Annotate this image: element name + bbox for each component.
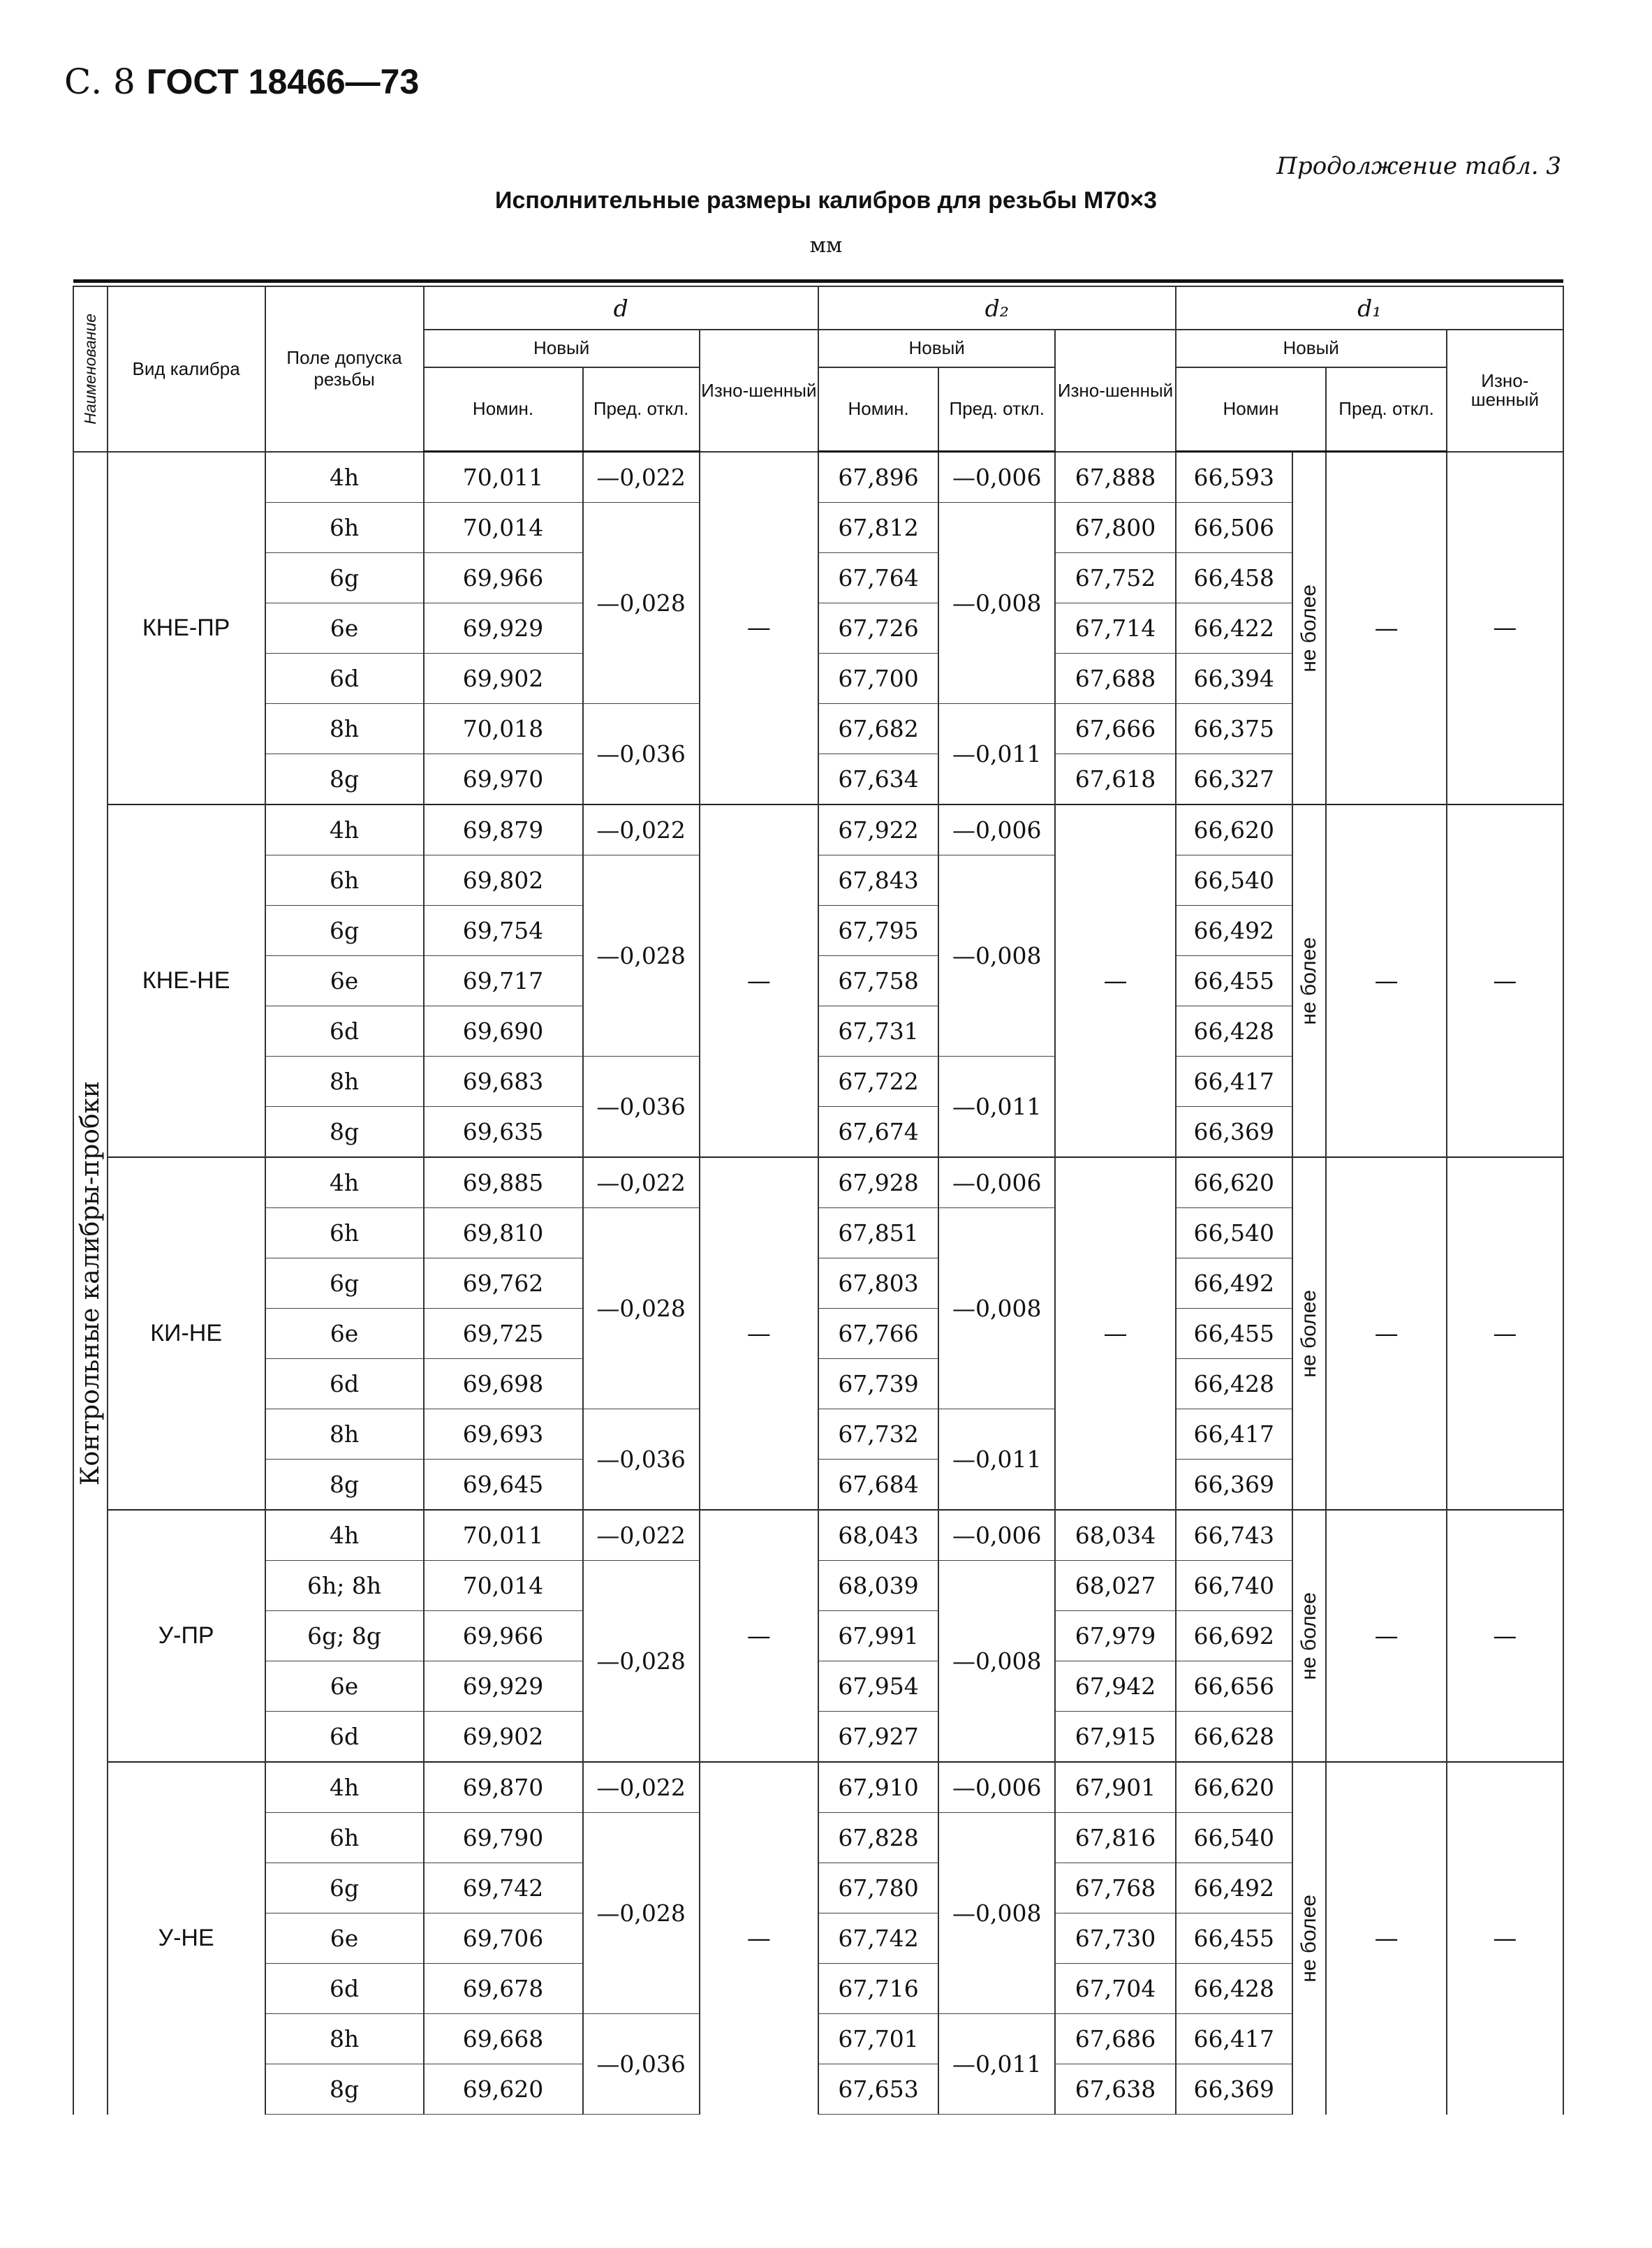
not-more-label: не более: [1297, 1894, 1321, 1983]
d-nominal-value: 69,678: [424, 1964, 583, 2014]
table-row: [73, 805, 1563, 855]
d2-deviation-value: —0,011: [938, 1409, 1055, 1511]
d1-nominal-value: 66,743: [1176, 1510, 1292, 1561]
d1-nominal-value: 66,540: [1176, 1813, 1292, 1863]
d1-worn-value: —: [1447, 1510, 1563, 1762]
d-deviation-value: —0,028: [583, 503, 700, 704]
d-nominal-value: 69,668: [424, 2014, 583, 2064]
d-new-header: Новый: [424, 330, 700, 367]
d-deviation-value: —0,022: [583, 805, 700, 855]
tolerance-field: 6h: [265, 1208, 424, 1258]
d-deviation-value: —0,028: [583, 855, 700, 1057]
d2-nominal-value: 67,922: [818, 805, 938, 855]
d2-worn-value: 67,618: [1055, 754, 1175, 805]
d-nominal-value: 69,645: [424, 1460, 583, 1511]
d2-nominal-value: 67,851: [818, 1208, 938, 1258]
tolerance-field: 6h: [265, 503, 424, 553]
tolerance-field: 6d: [265, 1712, 424, 1763]
table-row: [73, 452, 1563, 503]
d-deviation-value: —0,028: [583, 1208, 700, 1409]
d2-nominal-value: 67,991: [818, 1611, 938, 1661]
d2-worn-value: 67,888: [1055, 452, 1175, 503]
d1-nominal-value: 66,327: [1176, 754, 1292, 805]
d2-nominal-value: 67,739: [818, 1359, 938, 1409]
gauge-kind: КНЕ-НЕ: [108, 805, 265, 1157]
d-nominal-value: 69,879: [424, 805, 583, 855]
d-nominal-value: 69,929: [424, 1661, 583, 1712]
d2-worn-value: 67,768: [1055, 1863, 1175, 1913]
d-nominal-value: 69,929: [424, 603, 583, 654]
tolerance-field: 6h: [265, 855, 424, 906]
d-nominal-value: 69,810: [424, 1208, 583, 1258]
d1-nominal-value: 66,455: [1176, 1913, 1292, 1964]
d2-worn-value: 67,714: [1055, 603, 1175, 654]
not-more-cell: [1292, 452, 1327, 805]
d-worn-value: —: [700, 1762, 818, 2115]
d2-deviation-value: —0,011: [938, 2014, 1055, 2115]
d-nominal-value: 69,690: [424, 1006, 583, 1057]
d-deviation-value: —0,036: [583, 1057, 700, 1158]
unit-label: мм: [809, 233, 843, 258]
d-deviation-value: —0,036: [583, 1409, 700, 1511]
d1-nominal-value: 66,620: [1176, 1157, 1292, 1208]
d2-deviation-value: —0,008: [938, 503, 1055, 704]
tolerance-field: 6h: [265, 1813, 424, 1863]
tolerance-field: 8g: [265, 754, 424, 805]
tolerance-field: 6d: [265, 1006, 424, 1057]
d-nominal-value: 69,683: [424, 1057, 583, 1107]
d2-worn-value: —: [1055, 805, 1175, 1157]
d2-worn-value: 67,686: [1055, 2014, 1175, 2064]
d2-worn-value: 67,901: [1055, 1762, 1175, 1813]
d2-worn-value: 67,638: [1055, 2064, 1175, 2115]
d-worn-header: Изно-шенный: [700, 330, 818, 452]
d2-nominal-value: 67,780: [818, 1863, 938, 1913]
table-row: [73, 1510, 1563, 1561]
d-nominal-value: 69,902: [424, 654, 583, 704]
d-nominal-value: 70,014: [424, 503, 583, 553]
d1-nominal-value: 66,458: [1176, 553, 1292, 603]
d-nominal-value: 70,014: [424, 1561, 583, 1611]
d-nominal-value: 69,802: [424, 855, 583, 906]
d-nominal-value: 69,870: [424, 1762, 583, 1813]
d1-nominal-value: 66,455: [1176, 1309, 1292, 1359]
not-more-label: не более: [1297, 584, 1321, 673]
d1-nominal-value: 66,740: [1176, 1561, 1292, 1611]
d-nominal-value: 69,966: [424, 553, 583, 603]
gauge-table: [73, 279, 1564, 2115]
d1-worn-header: Изно-шенный: [1447, 330, 1563, 452]
d2-nominal-value: 67,742: [818, 1913, 938, 1964]
col-name-label: Наименование: [80, 313, 99, 425]
d2-worn-value: 67,688: [1055, 654, 1175, 704]
table-title: Исполнительные размеры калибров для резьбы M70×3: [495, 187, 1157, 214]
not-more-cell: [1292, 805, 1327, 1157]
tolerance-field: 6d: [265, 1964, 424, 2014]
section-label-cell: [73, 452, 108, 2115]
d2-nominal-value: 67,803: [818, 1258, 938, 1309]
tolerance-field: 8g: [265, 1460, 424, 1511]
d2-worn-value: 67,704: [1055, 1964, 1175, 2014]
d1-worn-value: —: [1447, 1762, 1563, 2115]
table-row: [73, 1157, 1563, 1208]
d1-nominal-value: 66,428: [1176, 1964, 1292, 2014]
d2-deviation-value: —0,006: [938, 1510, 1055, 1561]
d2-nominal-value: 67,896: [818, 452, 938, 503]
tolerance-field: 8g: [265, 2064, 424, 2115]
d2-nominal-value: 67,674: [818, 1107, 938, 1158]
d1-nominal-value: 66,656: [1176, 1661, 1292, 1712]
tolerance-field: 8g: [265, 1107, 424, 1158]
d1-nominal-value: 66,540: [1176, 855, 1292, 906]
d-deviation-value: —0,028: [583, 1561, 700, 1763]
d-nominal-value: 69,698: [424, 1359, 583, 1409]
d1-nominal-value: 66,422: [1176, 603, 1292, 654]
d-deviation-value: —0,022: [583, 1157, 700, 1208]
d2-nominal-value: 67,766: [818, 1309, 938, 1359]
d1-deviation-value: —: [1326, 1762, 1446, 2115]
d1-nominal-value: 66,492: [1176, 1258, 1292, 1309]
d1-nominal-value: 66,492: [1176, 1863, 1292, 1913]
d-nominal-value: 70,011: [424, 1510, 583, 1561]
d2-deviation-value: —0,006: [938, 805, 1055, 855]
d2-worn-value: 68,027: [1055, 1561, 1175, 1611]
d-nominal-value: 69,885: [424, 1157, 583, 1208]
d2-nominal-value: 67,726: [818, 603, 938, 654]
tolerance-field: 4h: [265, 1762, 424, 1813]
d-nominal-value: 69,966: [424, 1611, 583, 1661]
tolerance-field: 6e: [265, 603, 424, 654]
not-more-cell: [1292, 1762, 1327, 2115]
d2-worn-header: Изно-шенный: [1055, 330, 1175, 452]
d2-deviation-value: —0,008: [938, 1208, 1055, 1409]
d-worn-value: —: [700, 452, 818, 805]
not-more-cell: [1292, 1157, 1327, 1510]
d2-deviation-value: —0,008: [938, 1813, 1055, 2014]
d2-worn-value: 67,730: [1055, 1913, 1175, 1964]
col-d1-header: d₁: [1176, 286, 1563, 330]
gauge-kind: У-НЕ: [108, 1762, 265, 2115]
d2-deviation-value: —0,006: [938, 452, 1055, 503]
d1-nominal-value: 66,428: [1176, 1006, 1292, 1057]
d2-worn-value: 68,034: [1055, 1510, 1175, 1561]
d-nominal-value: 69,790: [424, 1813, 583, 1863]
d-nominal-value: 69,693: [424, 1409, 583, 1460]
d2-deviation-value: —0,008: [938, 855, 1055, 1057]
col-d2-header: d₂: [818, 286, 1176, 330]
tolerance-field: 6g; 8g: [265, 1611, 424, 1661]
tolerance-field: 8h: [265, 2014, 424, 2064]
gauge-kind: КИ-НЕ: [108, 1157, 265, 1510]
d2-worn-value: 67,816: [1055, 1813, 1175, 1863]
d1-nominal-value: 66,620: [1176, 805, 1292, 855]
d-nominal-value: 70,011: [424, 452, 583, 503]
d1-deviation-header: Пред. откл.: [1326, 367, 1446, 452]
d2-nominal-value: 67,764: [818, 553, 938, 603]
d1-nominal-value: 66,369: [1176, 1460, 1292, 1511]
d1-nominal-value: 66,369: [1176, 1107, 1292, 1158]
d1-nominal-value: 66,394: [1176, 654, 1292, 704]
d2-deviation-header: Пред. откл.: [938, 367, 1055, 452]
d-nominal-value: 69,706: [424, 1913, 583, 1964]
not-more-label: не более: [1297, 1289, 1321, 1378]
d2-deviation-value: —0,011: [938, 1057, 1055, 1158]
col-kind-header: Вид калибра: [108, 286, 265, 452]
gauge-kind: КНЕ-ПР: [108, 452, 265, 805]
d-deviation-value: —0,022: [583, 1510, 700, 1561]
col-d-header: d: [424, 286, 818, 330]
d-nominal-value: 69,717: [424, 956, 583, 1006]
d-nominal-value: 69,725: [424, 1309, 583, 1359]
d2-worn-value: 67,942: [1055, 1661, 1175, 1712]
tolerance-field: 6g: [265, 553, 424, 603]
d-deviation-value: —0,036: [583, 704, 700, 805]
tolerance-field: 6h; 8h: [265, 1561, 424, 1611]
d2-nominal-value: 67,758: [818, 956, 938, 1006]
d2-worn-value: 67,800: [1055, 503, 1175, 553]
d2-deviation-value: —0,006: [938, 1762, 1055, 1813]
d2-nominal-value: 67,682: [818, 704, 938, 754]
tolerance-field: 6e: [265, 1913, 424, 1964]
d2-nominal-value: 67,954: [818, 1661, 938, 1712]
d1-deviation-value: —: [1326, 1157, 1446, 1510]
d1-nominal-value: 66,628: [1176, 1712, 1292, 1763]
d2-nominal-value: 67,684: [818, 1460, 938, 1511]
d2-nominal-value: 67,910: [818, 1762, 938, 1813]
tolerance-field: 6g: [265, 1863, 424, 1913]
d2-nominal-value: 67,795: [818, 906, 938, 956]
d2-worn-value: 67,979: [1055, 1611, 1175, 1661]
gauge-kind: У-ПР: [108, 1510, 265, 1762]
d2-nominal-value: 67,812: [818, 503, 938, 553]
d2-worn-value: 67,666: [1055, 704, 1175, 754]
tolerance-field: 8h: [265, 1409, 424, 1460]
d1-nominal-value: 66,428: [1176, 1359, 1292, 1409]
d2-deviation-value: —0,011: [938, 704, 1055, 805]
d1-nominal-value: 66,692: [1176, 1611, 1292, 1661]
not-more-label: не более: [1297, 1592, 1321, 1680]
d2-deviation-value: —0,006: [938, 1157, 1055, 1208]
d2-nominal-value: 67,716: [818, 1964, 938, 2014]
d-deviation-value: —0,022: [583, 1762, 700, 1813]
d1-nominal-header: Номин: [1176, 367, 1327, 452]
d-nominal-value: 69,754: [424, 906, 583, 956]
tolerance-field: 6e: [265, 956, 424, 1006]
d1-nominal-value: 66,417: [1176, 1057, 1292, 1107]
tolerance-field: 6e: [265, 1309, 424, 1359]
d1-deviation-value: —: [1326, 452, 1446, 805]
page-number: С. 8: [64, 61, 135, 102]
d2-nominal-value: 67,927: [818, 1712, 938, 1763]
d2-deviation-value: —0,008: [938, 1561, 1055, 1763]
d-deviation-value: —0,028: [583, 1813, 700, 2014]
d2-nominal-value: 67,722: [818, 1057, 938, 1107]
d2-nominal-value: 67,634: [818, 754, 938, 805]
d2-nominal-value: 67,828: [818, 1813, 938, 1863]
d2-nominal-value: 67,653: [818, 2064, 938, 2115]
tolerance-field: 6e: [265, 1661, 424, 1712]
d-nominal-value: 69,970: [424, 754, 583, 805]
tolerance-field: 4h: [265, 1510, 424, 1561]
d2-nominal-value: 67,731: [818, 1006, 938, 1057]
d1-new-header: Новый: [1176, 330, 1447, 367]
d-deviation-header: Пред. откл.: [583, 367, 700, 452]
d-worn-value: —: [700, 805, 818, 1157]
d1-nominal-value: 66,417: [1176, 1409, 1292, 1460]
d2-worn-value: —: [1055, 1157, 1175, 1510]
d1-nominal-value: 66,620: [1176, 1762, 1292, 1813]
d1-nominal-value: 66,593: [1176, 452, 1292, 503]
d1-nominal-value: 66,375: [1176, 704, 1292, 754]
d2-new-header: Новый: [818, 330, 1055, 367]
table-row: [73, 1762, 1563, 1813]
tolerance-field: 4h: [265, 1157, 424, 1208]
d2-nominal-value: 67,843: [818, 855, 938, 906]
tolerance-field: 4h: [265, 452, 424, 503]
tolerance-field: 6g: [265, 1258, 424, 1309]
d-deviation-value: —0,022: [583, 452, 700, 503]
d1-nominal-value: 66,369: [1176, 2064, 1292, 2115]
d1-nominal-value: 66,417: [1176, 2014, 1292, 2064]
standard-number: ГОСТ 18466—73: [146, 62, 420, 101]
col-tolerance-header: Поле допуска резьбы: [265, 286, 424, 452]
d-nominal-value: 70,018: [424, 704, 583, 754]
not-more-label: не более: [1297, 936, 1321, 1025]
d1-deviation-value: —: [1326, 805, 1446, 1157]
d-nominal-header: Номин.: [424, 367, 583, 452]
d1-deviation-value: —: [1326, 1510, 1446, 1762]
tolerance-field: 8h: [265, 1057, 424, 1107]
d1-worn-value: —: [1447, 1157, 1563, 1510]
d-nominal-value: 69,902: [424, 1712, 583, 1763]
d1-worn-value: —: [1447, 805, 1563, 1157]
d2-nominal-value: 67,700: [818, 654, 938, 704]
d-nominal-value: 69,635: [424, 1107, 583, 1158]
d1-worn-value: —: [1447, 452, 1563, 805]
d2-nominal-value: 67,701: [818, 2014, 938, 2064]
d1-nominal-value: 66,540: [1176, 1208, 1292, 1258]
section-label: Контрольные калибры-пробки: [75, 1080, 105, 1486]
d2-nominal-value: 67,928: [818, 1157, 938, 1208]
d2-nominal-value: 68,043: [818, 1510, 938, 1561]
not-more-cell: [1292, 1510, 1327, 1762]
d-nominal-value: 69,620: [424, 2064, 583, 2115]
d-worn-value: —: [700, 1510, 818, 1762]
tolerance-field: 6g: [265, 906, 424, 956]
d-deviation-value: —0,036: [583, 2014, 700, 2115]
d2-nominal-header: Номин.: [818, 367, 938, 452]
page-header: [64, 61, 419, 102]
d2-worn-value: 67,752: [1055, 553, 1175, 603]
d1-nominal-value: 66,455: [1176, 956, 1292, 1006]
col-name-header: [73, 286, 108, 452]
d2-nominal-value: 67,732: [818, 1409, 938, 1460]
d1-nominal-value: 66,492: [1176, 906, 1292, 956]
tolerance-field: 6d: [265, 1359, 424, 1409]
d-nominal-value: 69,762: [424, 1258, 583, 1309]
table-body: [73, 452, 1563, 2115]
tolerance-field: 6d: [265, 654, 424, 704]
d1-nominal-value: 66,506: [1176, 503, 1292, 553]
d-nominal-value: 69,742: [424, 1863, 583, 1913]
d2-nominal-value: 68,039: [818, 1561, 938, 1611]
table-continuation: Продолжение табл. 3: [1276, 152, 1561, 180]
tolerance-field: 8h: [265, 704, 424, 754]
d-worn-value: —: [700, 1157, 818, 1510]
d2-worn-value: 67,915: [1055, 1712, 1175, 1763]
tolerance-field: 4h: [265, 805, 424, 855]
